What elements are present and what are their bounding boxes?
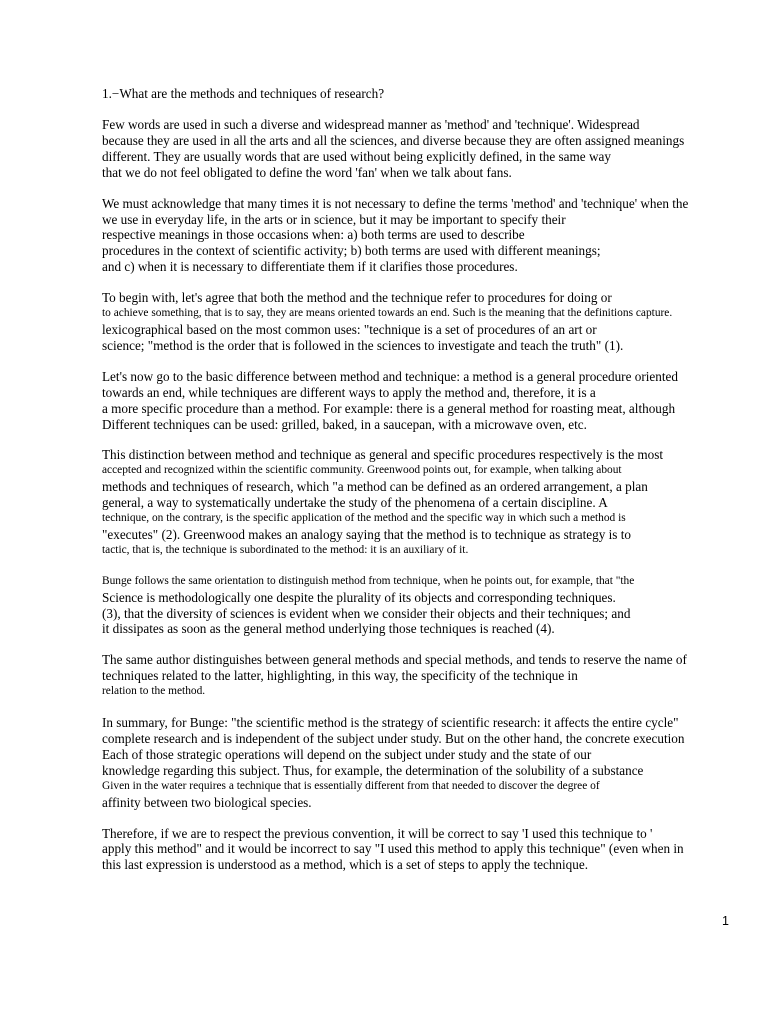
text-line: Few words are used in such a diverse and widespread manner as 'method' and 'technique'. Widespread <box>102 117 640 132</box>
text-line: science; "method is the order that is followed in the sciences to investigate and teach the truth" (1). <box>102 337 624 353</box>
text-line: and c) when it is necessary to differentiate them if it clarifies those procedures. <box>102 259 518 275</box>
paragraph <box>102 715 742 810</box>
text-line: complete research and is independent of the subject under study. But on the other hand, the concrete execution <box>102 731 685 746</box>
text-line: relation to the method. <box>102 685 206 698</box>
text-line: Science is methodologically one despite the plurality of its objects and corresponding techniques. <box>102 589 616 605</box>
text-line: We must acknowledge that many times it is not necessary to define the terms 'method' and 'technique' when the <box>102 195 689 211</box>
text-line: knowledge regarding this subject. Thus, for example, the determination of the solubility of a substance <box>102 762 644 778</box>
text-line: technique, on the contrary, is the specific application of the method and the specific way in which such a method is <box>102 512 626 525</box>
text-line: methods and techniques of research, which "a method can be defined as an ordered arrangement, a plan <box>102 479 648 495</box>
text-line: In summary, for Bunge: "the scientific method is the strategy of scientific research: it affects the entire cycle" <box>102 715 679 731</box>
text-line: apply this method" and it would be incorrect to say "I used this method to apply this technique" (even when in <box>102 841 684 857</box>
text-line: procedures in the context of scientific activity; b) both terms are used with different meanings; <box>102 243 601 259</box>
text-line: it dissipates as soon as the general method underlying those techniques is reached (4). <box>102 621 555 637</box>
text-line: techniques related to the latter, highlighting, in this way, the specificity of the technique in <box>102 668 578 684</box>
section-heading: 1.−What are the methods and techniques of research? <box>102 86 385 101</box>
text-line: accepted and recognized within the scientific community. Greenwood points out, for example, when talking about <box>102 464 622 477</box>
text-line: Let's now go to the basic difference between method and technique: a method is a general procedure oriented <box>102 368 678 384</box>
document-body <box>102 86 742 888</box>
paragraph-list <box>102 117 742 873</box>
paragraph <box>102 290 742 354</box>
paragraph <box>102 652 742 700</box>
text-line: towards an end, while techniques are different ways to apply the method and, therefore, it is a <box>102 384 596 400</box>
paragraph <box>102 826 742 874</box>
text-line: "executes" (2). Greenwood makes an analogy saying that the method is to technique as strategy is to <box>102 526 631 542</box>
text-line: because they are used in all the arts and all the sciences, and diverse because they are often assigned meanings <box>102 132 685 148</box>
text-line: Each of those strategic operations will depend on the subject under study and the state of our <box>102 746 592 762</box>
paragraph <box>102 574 742 638</box>
text-line: Bunge follows the same orientation to distinguish method from technique, when he points out, for example, that "the <box>102 574 635 587</box>
paragraph <box>102 447 742 558</box>
text-line: respective meanings in those occasions when: a) both terms are used to describe <box>102 227 525 243</box>
text-line: affinity between two biological species. <box>102 794 312 810</box>
text-line: general, a way to systematically undertake the study of the phenomena of a certain discipline. A <box>102 495 608 511</box>
text-line: to achieve something, that is to say, they are means oriented towards an end. Such is the meaning that the definitions capture. <box>102 307 673 320</box>
text-line: This distinction between method and technique as general and specific procedures respectively is the most <box>102 447 664 463</box>
paragraph <box>102 117 742 181</box>
paragraph <box>102 369 742 433</box>
text-line: we use in everyday life, in the arts or in science, but it may be important to specify their <box>102 211 566 227</box>
text-line: that we do not feel obligated to define the word 'fan' when we talk about fans. <box>102 164 512 180</box>
text-line: Different techniques can be used: grilled, baked, in a saucepan, with a microwave oven, etc. <box>102 416 587 432</box>
paragraph <box>102 196 742 276</box>
page-number: 1 <box>722 914 729 928</box>
text-line: lexicographical based on the most common uses: "technique is a set of procedures of an art or <box>102 321 597 337</box>
text-line: different. They are usually words that are used without being explicitly defined, in the same way <box>102 148 611 164</box>
text-line: Given in the water requires a technique that is essentially different from that needed to discover the degree of <box>102 779 600 792</box>
text-line: tactic, that is, the technique is subordinated to the method: it is an auxiliary of it. <box>102 543 469 556</box>
text-line: this last expression is understood as a method, which is a set of steps to apply the technique. <box>102 857 589 873</box>
text-line: The same author distinguishes between general methods and special methods, and tends to reserve the name of <box>102 652 687 668</box>
text-line: Therefore, if we are to respect the previous convention, it will be correct to say 'I used this technique to ' <box>102 825 653 841</box>
text-line: To begin with, let's agree that both the method and the technique refer to procedures for doing or <box>102 290 612 306</box>
text-line: (3), that the diversity of sciences is evident when we consider their objects and their techniques; and <box>102 605 631 621</box>
text-line: a more specific procedure than a method. For example: there is a general method for roasting meat, although <box>102 400 676 416</box>
